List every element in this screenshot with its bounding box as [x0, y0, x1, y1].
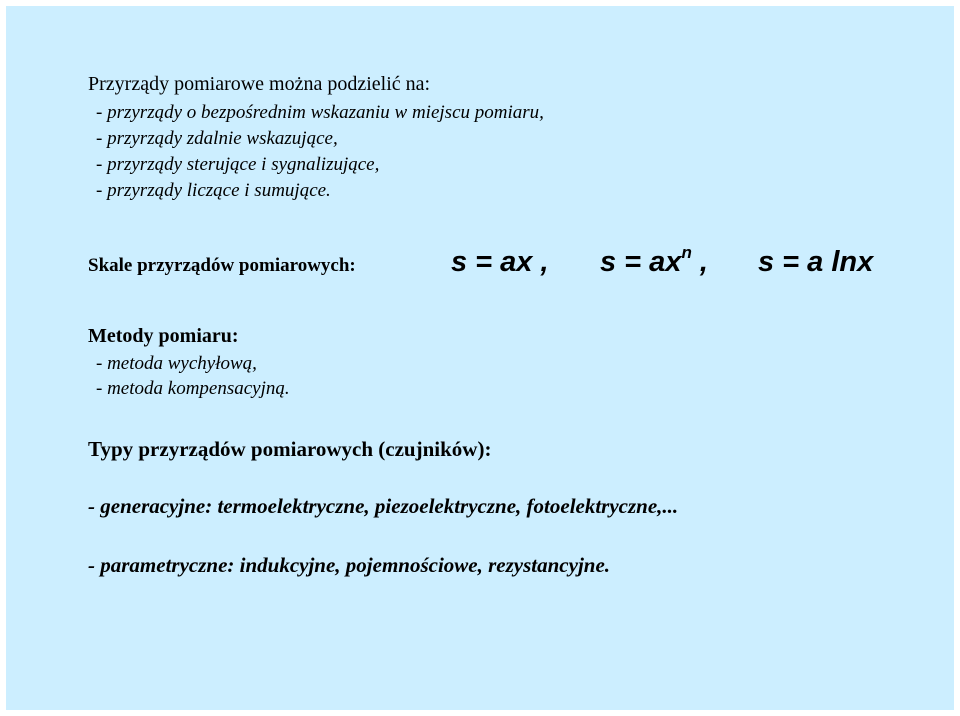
methods-title: Metody pomiaru:	[88, 325, 239, 347]
power-scale-formula	[600, 243, 708, 278]
instrument-type-item: - przyrządy zdalnie wskazujące,	[96, 128, 338, 149]
method-item: - metoda wychyłową,	[96, 353, 257, 374]
power-formula-exponent: n	[681, 243, 692, 262]
generative-sensors: - generacyjne: termoelektryczne, piezoelektryczne, fotoelektryczne,...	[88, 494, 679, 518]
intro-text: Przyrządy pomiarowe można podzielić na:	[88, 73, 431, 95]
parametric-sensors: - parametryczne: indukcyjne, pojemnościowe, rezystancyjne.	[88, 553, 611, 577]
linear-scale-formula: s = ax ,	[451, 246, 549, 278]
scales-label: Skale przyrządów pomiarowych:	[88, 255, 356, 276]
power-formula-base: s = ax	[600, 246, 682, 278]
sensor-types-title: Typy przyrządów pomiarowych (czujników):	[88, 437, 492, 461]
method-item: - metoda kompensacyjną.	[96, 378, 290, 399]
instrument-type-item: - przyrządy sterujące i sygnalizujące,	[96, 154, 380, 175]
power-formula-tail: ,	[691, 246, 708, 278]
instrument-type-item: - przyrządy o bezpośrednim wskazaniu w miejscu pomiaru,	[96, 102, 544, 123]
log-scale-formula: s = a lnx	[758, 246, 874, 278]
slide	[6, 6, 954, 710]
instrument-type-item: - przyrządy liczące i sumujące.	[96, 180, 331, 201]
